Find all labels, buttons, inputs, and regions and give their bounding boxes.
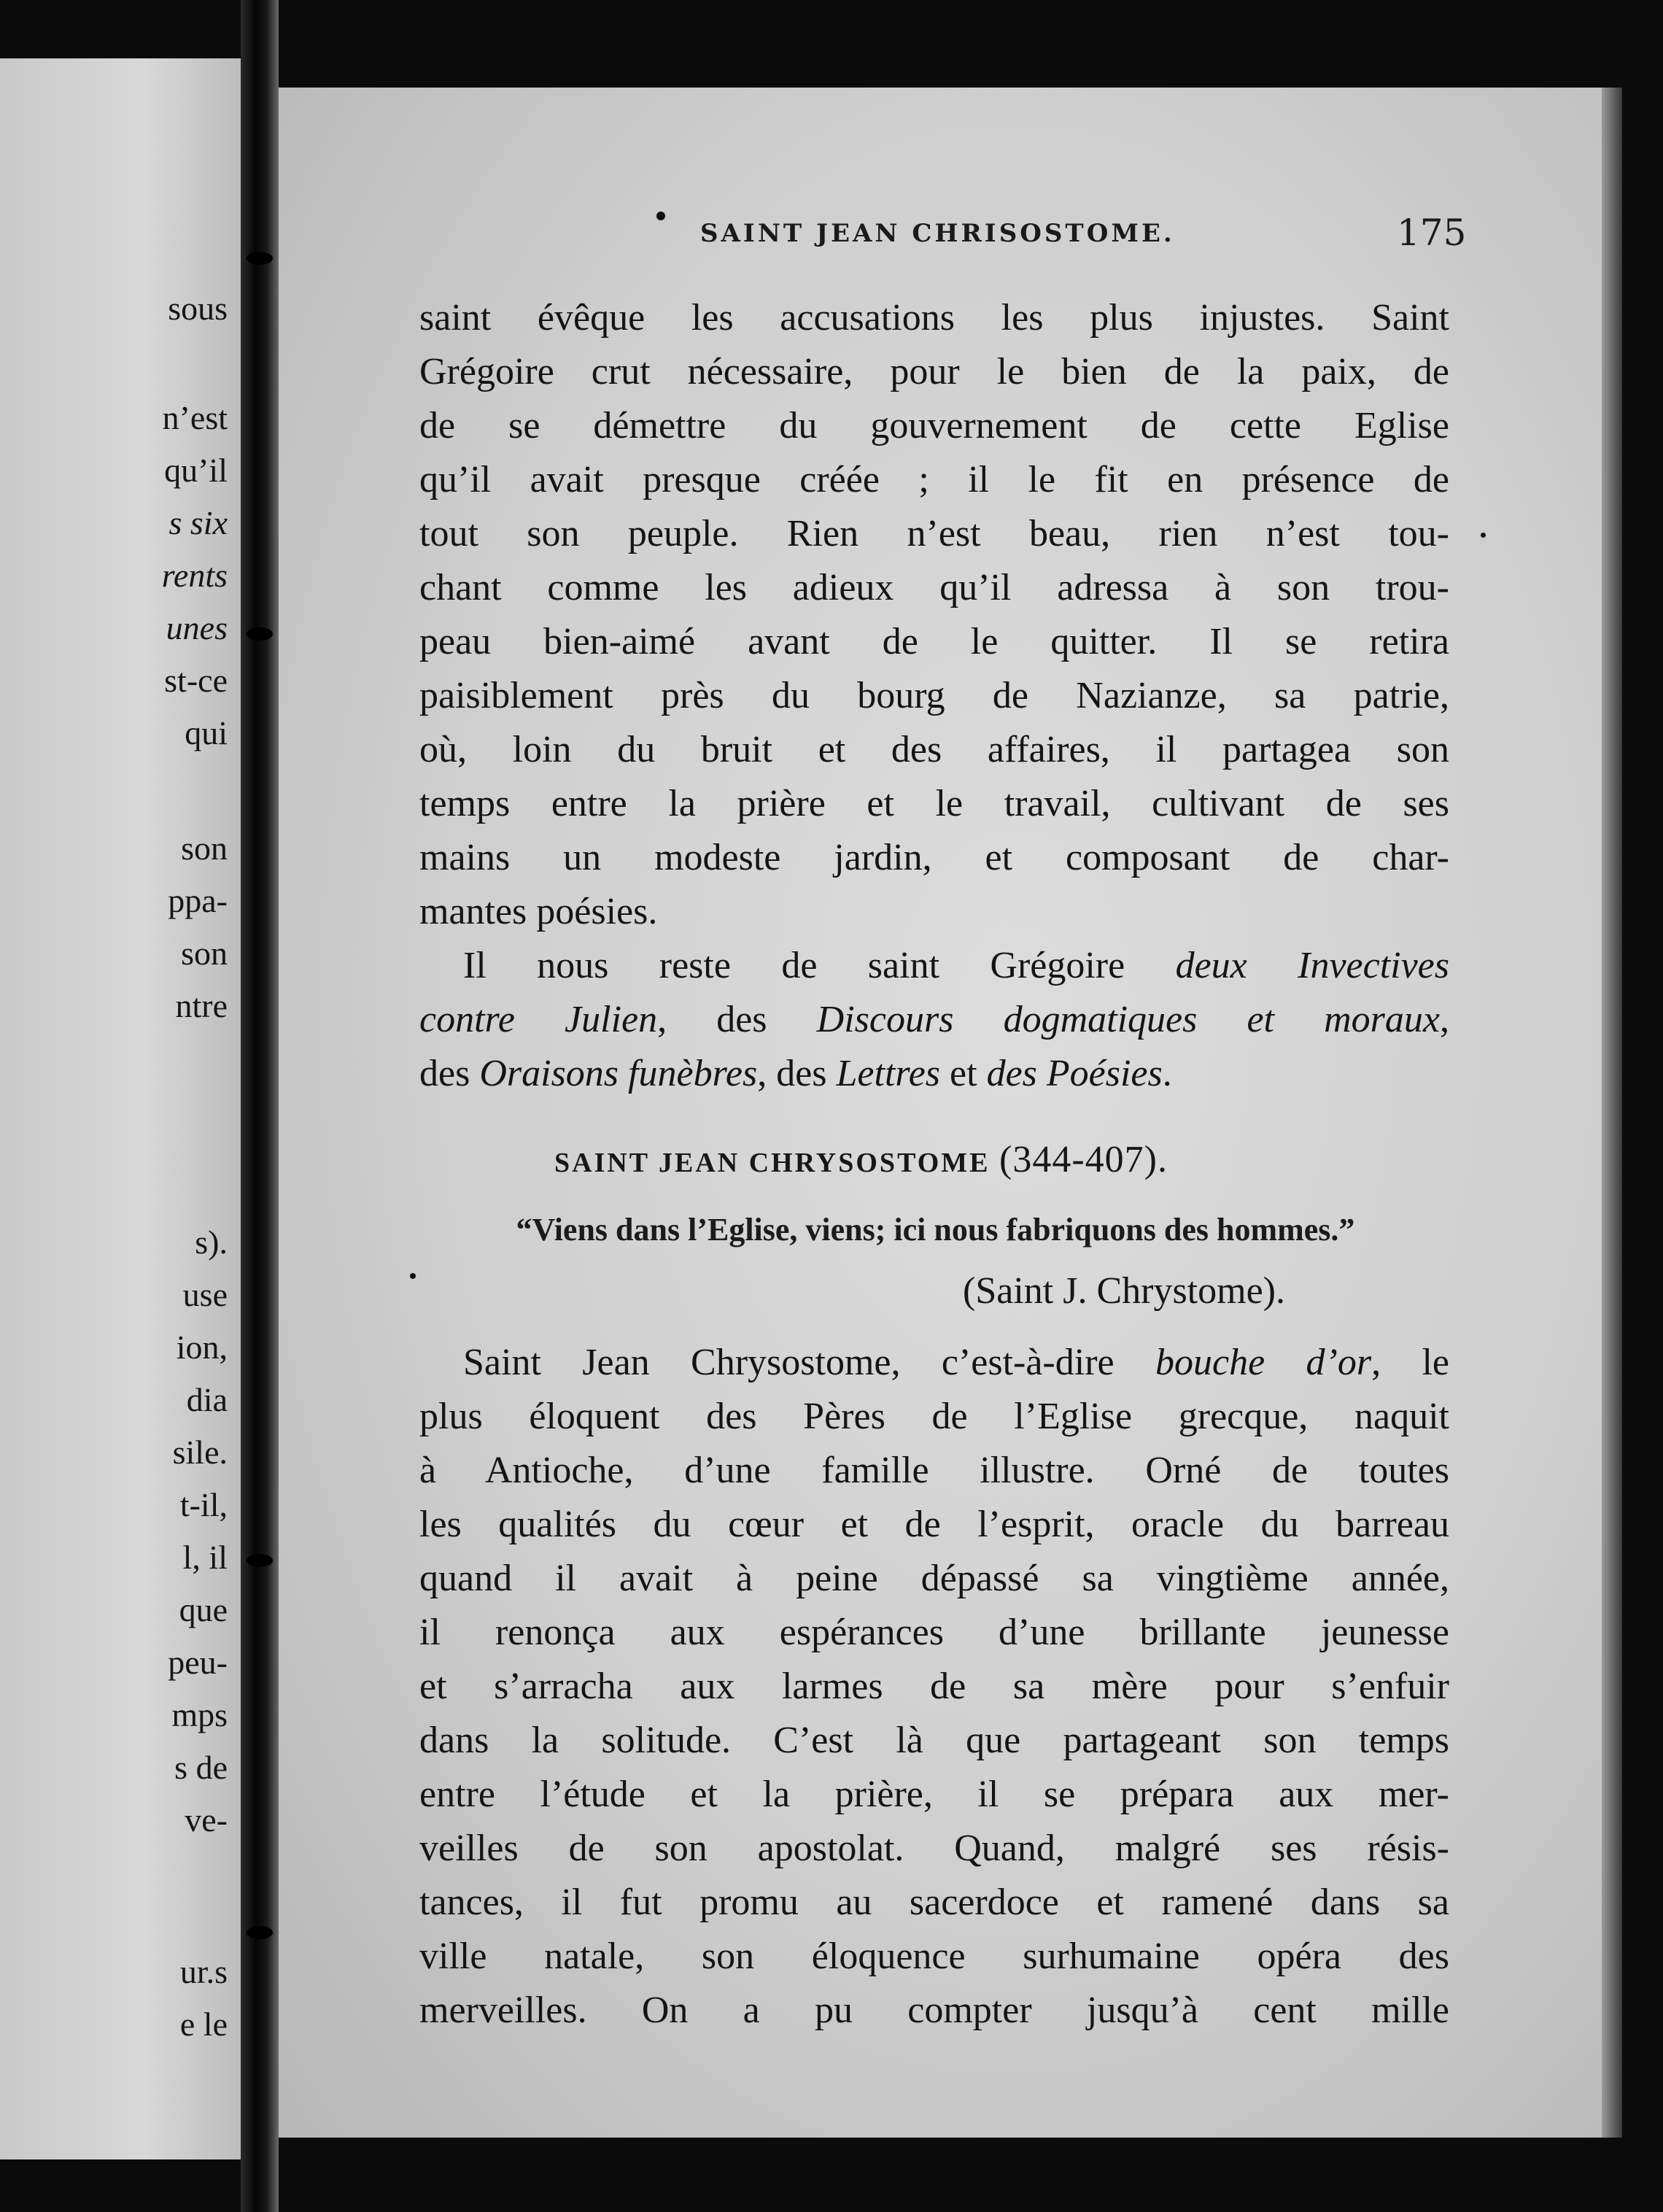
left-page-line: s six (168, 504, 228, 541)
left-page-line: ve- (185, 1801, 228, 1838)
text-line: tout son peuple. Rien n’est beau, rien n’est tou- (419, 513, 1449, 554)
text-line: entre l’étude et la prière, il se prépara aux mer- (419, 1774, 1449, 1815)
left-page-line: dia (186, 1381, 228, 1418)
text-line: paisiblement près du bourg de Nazianze, sa patrie, (419, 675, 1449, 716)
text-line: peau bien-aimé avant de le quitter. Il se retira (419, 621, 1449, 662)
section-title-text: SAINT JEAN CHRYSOSTOME (554, 1148, 991, 1178)
left-page-line: qui (185, 714, 228, 751)
left-page-line: use (182, 1276, 228, 1313)
text-line: les qualités du cœur et de l’esprit, oracle du barreau (419, 1504, 1449, 1545)
text-line: veilles de son apostolat. Quand, malgré ses résis- (419, 1828, 1449, 1869)
epigraph-source: (Saint J. Chrystome). (963, 1270, 1285, 1312)
left-page-line: peu- (168, 1644, 228, 1681)
text-line: qu’il avait presque créée ; il le fit en présence de (419, 459, 1449, 500)
text-line: tances, il fut promu au sacerdoce et ramené dans sa (419, 1882, 1449, 1923)
left-page-line: ntre (175, 987, 228, 1024)
text-line: chant comme les adieux qu’il adressa à son trou- (419, 567, 1449, 608)
ink-speck (656, 212, 665, 220)
binding-stitch (247, 627, 273, 641)
text-line: mains un modeste jardin, et composant de char- (419, 837, 1449, 878)
left-page-line: sous (168, 290, 228, 327)
text-line: à Antioche, d’une famille illustre. Orné de toutes (419, 1450, 1449, 1491)
left-page-line: unes (166, 609, 228, 646)
left-page-line: t-il, (179, 1486, 228, 1523)
left-page-line: ppa- (168, 882, 228, 919)
italic-title: Discours dogmatiques et moraux (816, 999, 1440, 1040)
text-line: de se démettre du gouvernement de cette Eglise (419, 405, 1449, 446)
page-edge-shadow (1602, 88, 1622, 2138)
italic-title: Oraisons funèbres (479, 1053, 758, 1094)
binding-stitch (247, 1554, 273, 1567)
text-line (419, 1055, 1449, 1093)
running-head: SAINT JEAN CHRISOSTOME. (700, 219, 1175, 248)
italic-title: deux Invectives (1175, 945, 1449, 986)
left-page-line: ion, (176, 1329, 228, 1366)
left-page-line: l, il (182, 1539, 228, 1576)
previous-page-strip (0, 58, 241, 2159)
text-run: . (1162, 1053, 1172, 1094)
text-line: mantes poésies. (419, 891, 658, 932)
ink-speck (410, 1273, 416, 1279)
left-page-line: ur.s (179, 1953, 228, 1990)
text-line: il renonça aux espérances d’une brillante jeunesse (419, 1612, 1449, 1653)
left-page-line: son (181, 935, 228, 972)
text-line: quand il avait à peine dépassé sa vingtième année, (419, 1558, 1449, 1599)
left-page-line: e le (179, 2006, 228, 2043)
text-run: Il nous reste de saint Grégoire (463, 945, 1176, 986)
text-run: , (1440, 999, 1449, 1040)
text-line: merveilles. On a pu compter jusqu’à cent mille (419, 1989, 1449, 2031)
text-line: dans la solitude. C’est là que partageant son temps (419, 1720, 1449, 1761)
text-line: temps entre la prière et le travail, cultivant de ses (419, 783, 1449, 824)
text-run: des (419, 1053, 480, 1094)
left-page-line: qu’il (164, 452, 228, 489)
ink-speck (1481, 533, 1486, 538)
text-run: Saint Jean Chrysostome, c’est-à-dire (463, 1342, 1155, 1383)
left-page-line: s de (174, 1749, 228, 1786)
text-line: saint évêque les accusations les plus injustes. Saint (419, 297, 1449, 339)
left-page-line: rents (161, 557, 228, 594)
text-line (419, 1344, 1449, 1382)
text-line: où, loin du bruit et des affaires, il partagea son (419, 729, 1449, 770)
section-heading (554, 1138, 1327, 1181)
left-page-line: mps (171, 1696, 228, 1733)
italic-title: Lettres (836, 1053, 941, 1094)
page-number: 175 (1397, 212, 1467, 254)
left-page-line: que (179, 1591, 228, 1628)
text-line: Grégoire crut nécessaire, pour le bien de la paix, de (419, 351, 1449, 392)
italic-phrase: bouche d’or (1155, 1342, 1372, 1383)
text-run: et (940, 1053, 987, 1094)
text-line: et s’arracha aux larmes de sa mère pour s’enfuir (419, 1666, 1449, 1707)
text-run: , des (657, 999, 817, 1040)
left-page-line: s). (195, 1223, 228, 1261)
book-spine-gutter (241, 0, 279, 2212)
binding-stitch (247, 1926, 273, 1939)
left-page-line: st-ce (164, 662, 228, 699)
epigraph-quote: “Viens dans l’Eglise, viens; ici nous fabriquons des hommes.” (516, 1212, 1355, 1248)
italic-title: contre Julien (419, 999, 658, 1040)
left-page-line: son (181, 830, 228, 867)
left-page-line: n’est (162, 399, 228, 436)
text-line: plus éloquent des Pères de l’Eglise grecque, naquit (419, 1396, 1449, 1437)
text-line: ville natale, son éloquence surhumaine opéra des (419, 1936, 1449, 1977)
section-dates: (344-407). (999, 1139, 1168, 1180)
text-run: , des (757, 1053, 837, 1094)
binding-stitch (247, 252, 273, 265)
italic-title: des Poésies (986, 1053, 1163, 1094)
text-line (419, 1001, 1449, 1039)
text-run: , le (1371, 1342, 1449, 1383)
left-page-line: sile. (172, 1434, 228, 1471)
text-line (419, 947, 1449, 985)
